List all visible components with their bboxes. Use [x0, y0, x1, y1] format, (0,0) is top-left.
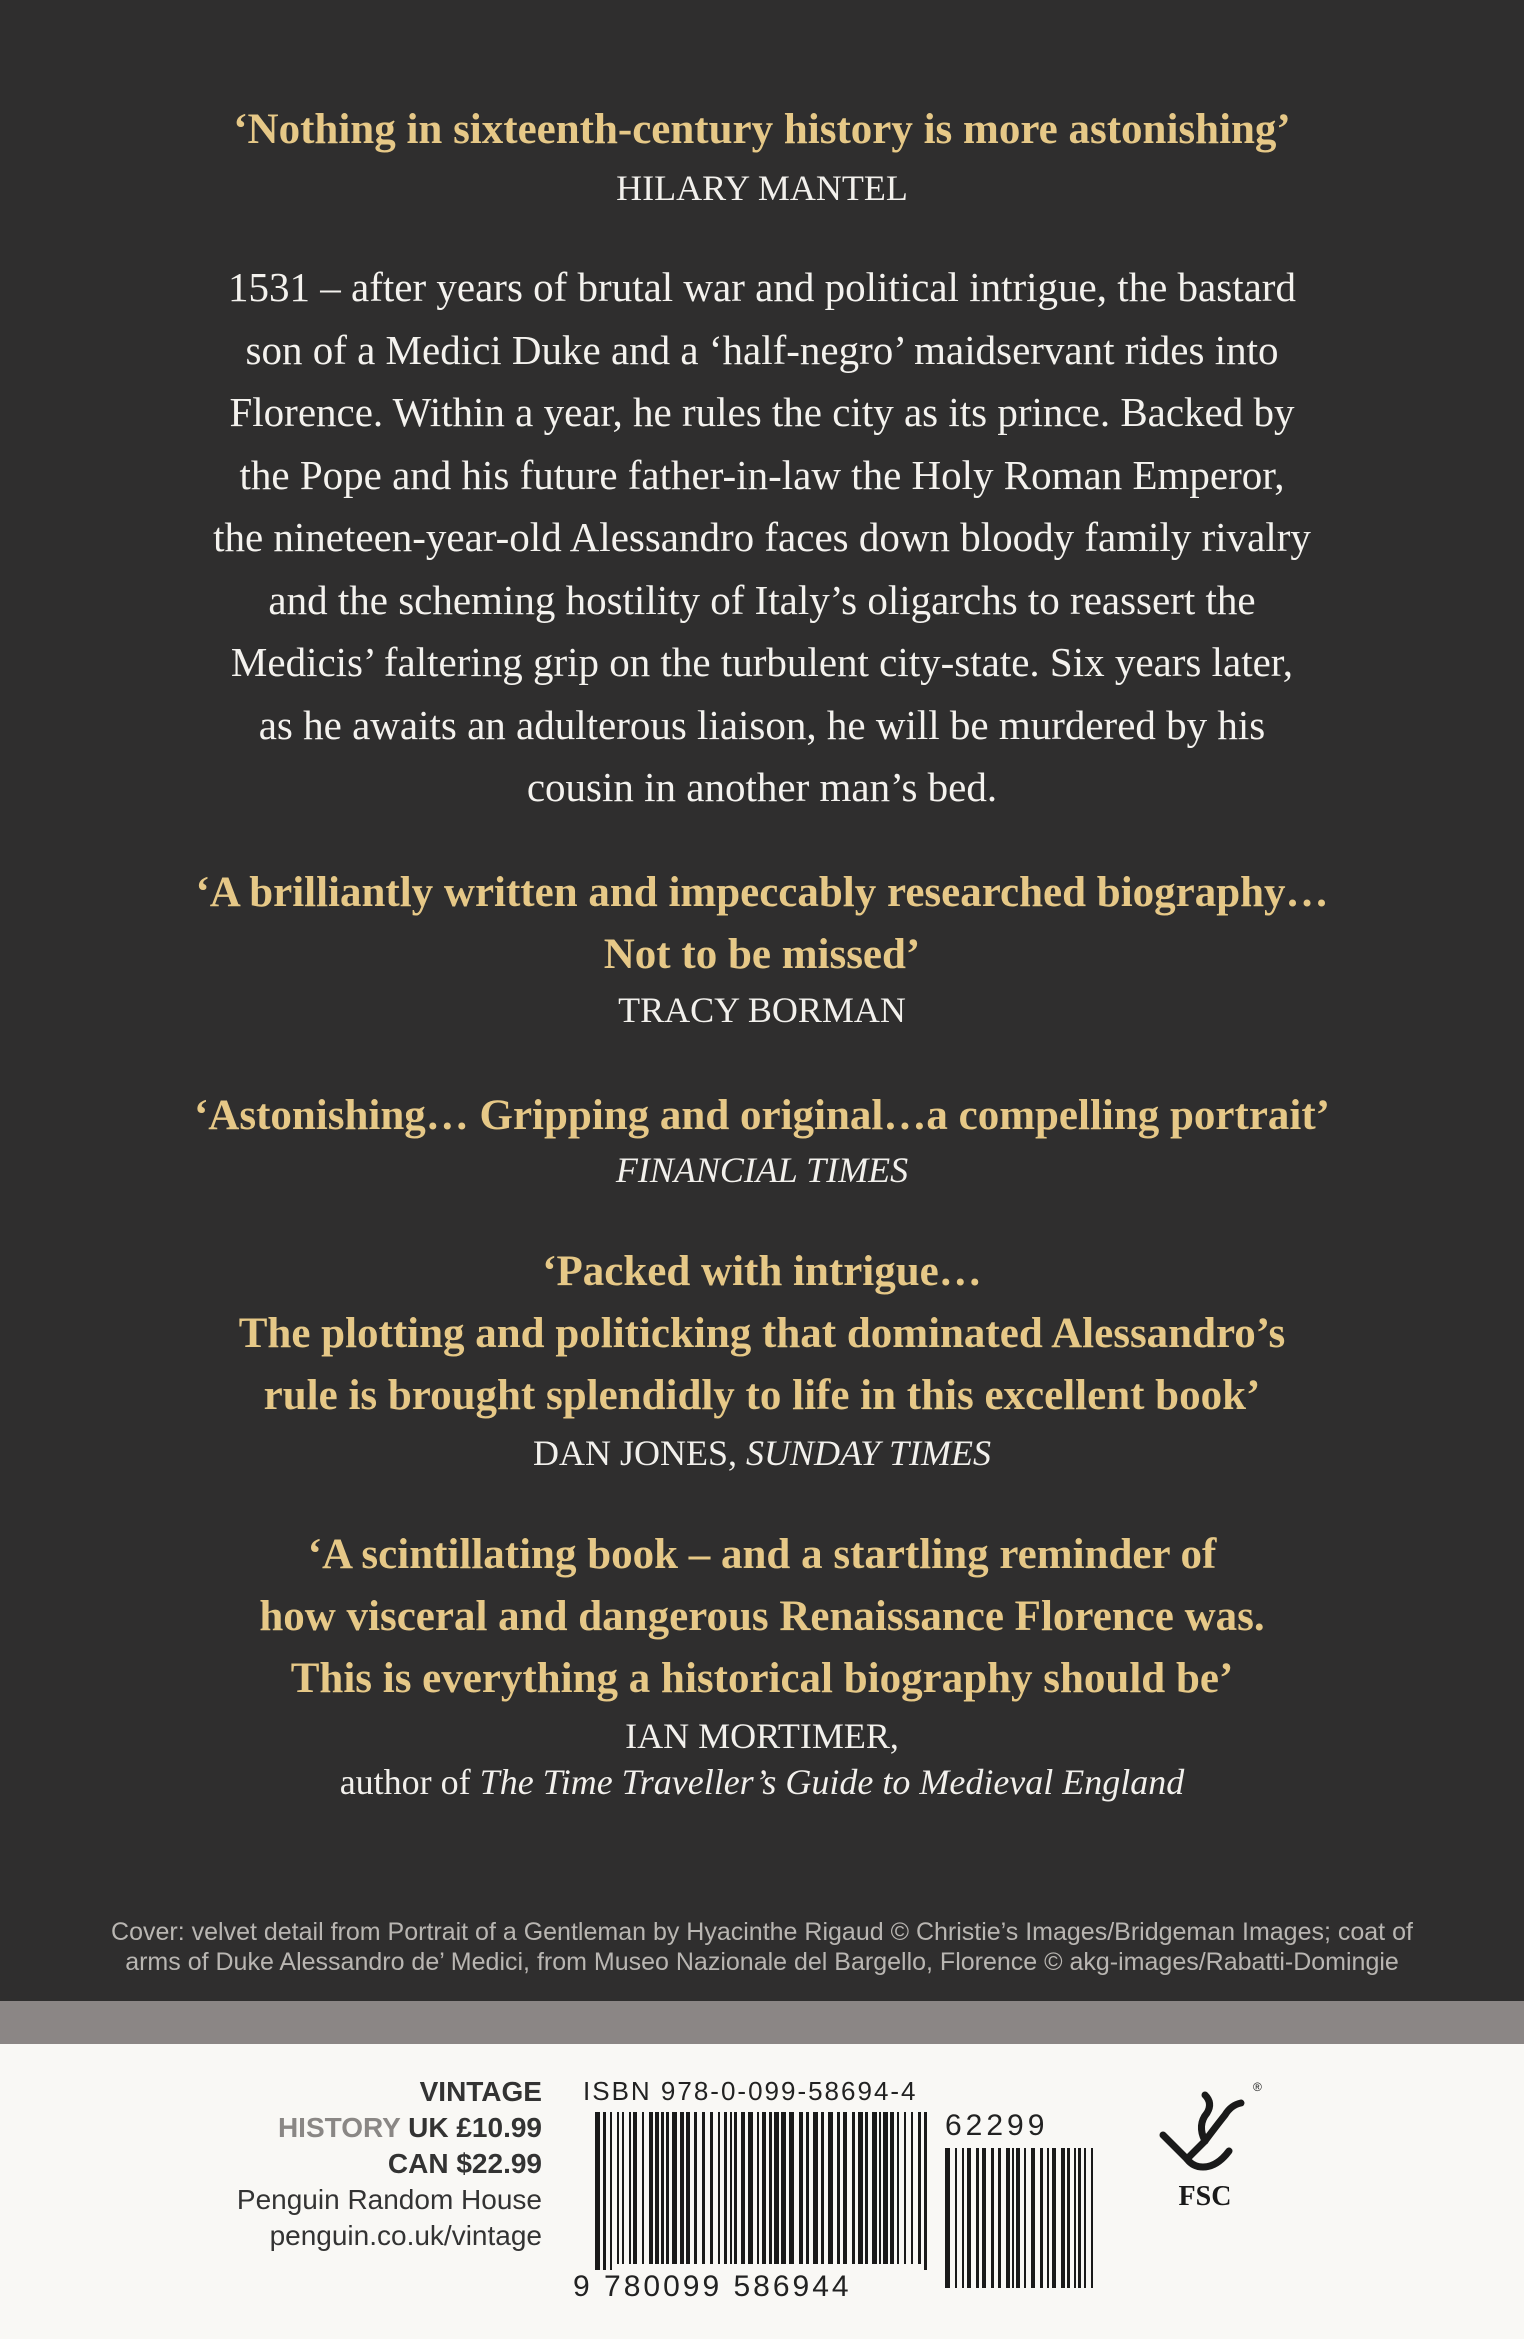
barcode-bar	[610, 2112, 612, 2292]
barcode-bar	[730, 2112, 732, 2264]
quote-line: ‘Nothing in sixteenth-century history is more astonishing’	[233, 106, 1291, 153]
quote-line: The plotting and politicking that dominated Alessandro’s	[238, 1310, 1286, 1357]
isbn-label: ISBN 978-0-099-58694-4	[583, 2076, 918, 2106]
barcode-bar	[821, 2112, 824, 2264]
blurb	[150, 256, 1374, 819]
barcode-bar	[976, 2148, 979, 2288]
barcode-bar	[757, 2112, 759, 2264]
quote-attribution: TRACY BORMAN	[618, 990, 906, 1030]
barcode-bar	[617, 2112, 619, 2264]
barcode-bar	[1078, 2148, 1081, 2288]
barcode-bar	[991, 2148, 994, 2288]
barcode-bar	[702, 2112, 705, 2264]
publisher-info	[200, 2074, 542, 2254]
barcode-bar	[843, 2112, 847, 2264]
barcode-bar	[1091, 2148, 1093, 2288]
quote-line: ‘Astonishing… Gripping and original…a compelling portrait’	[193, 1092, 1331, 1139]
image-credit	[0, 1917, 1524, 1977]
barcode-bar	[1012, 2148, 1014, 2288]
barcode-bar	[724, 2112, 727, 2264]
barcode-bar	[661, 2112, 664, 2264]
category: HISTORY	[277, 2112, 401, 2143]
barcode-bar	[924, 2112, 927, 2292]
barcode-bar	[955, 2148, 957, 2288]
attribution-italic: The Time Traveller’s Guide to Medieval England	[479, 1762, 1185, 1802]
barcode-bar	[852, 2112, 855, 2264]
barcode-bar	[734, 2112, 737, 2264]
barcode-bar	[799, 2112, 803, 2264]
barcode-bar	[781, 2112, 786, 2264]
fsc-logo	[1145, 2075, 1265, 2215]
price-uk: UK £10.99	[408, 2112, 542, 2143]
barcode-bar	[962, 2148, 964, 2288]
quote-borman	[0, 862, 1524, 986]
barcode-bar	[774, 2112, 779, 2264]
barcode-bar	[633, 2112, 637, 2264]
quote-ft	[0, 1085, 1524, 1147]
barcode-bar	[828, 2112, 833, 2264]
blurb-line: 1531 – after years of brutal war and political intrigue, the bastard	[228, 264, 1296, 310]
registered-mark: ®	[1253, 2080, 1262, 2094]
barcode-bar	[1067, 2148, 1070, 2288]
barcode-bar	[904, 2112, 906, 2264]
barcode-bar	[1016, 2148, 1020, 2288]
barcode-bar	[945, 2148, 950, 2288]
barcode-digits: 9 780099 586944	[573, 2270, 943, 2304]
tree-check-icon	[1163, 2095, 1241, 2167]
quote-attribution	[0, 1148, 1524, 1192]
barcode-bar	[718, 2112, 720, 2264]
quote-line: ‘A scintillating book – and a startling reminder of	[307, 1531, 1217, 1578]
imprint: VINTAGE	[419, 2076, 542, 2107]
attribution-italic: SUNDAY TIMES	[745, 1433, 992, 1473]
barcode-bar	[603, 2112, 606, 2292]
publisher-house: Penguin Random House	[236, 2184, 542, 2215]
barcode-bar	[741, 2112, 745, 2264]
blurb-line: the nineteen-year-old Alessandro faces down bloody family rivalry	[213, 514, 1311, 560]
barcode-bar	[655, 2112, 659, 2264]
blurb-line: son of a Medici Duke and a ‘half-negro’ maidservant rides into	[245, 326, 1279, 373]
barcode-bar	[813, 2112, 818, 2264]
attribution-name: DAN JONES,	[532, 1433, 737, 1473]
barcode-bar	[911, 2112, 913, 2264]
blurb-line: Medicis’ faltering grip on the turbulent city-state. Six years later,	[230, 639, 1294, 685]
price-can: CAN $22.99	[387, 2148, 542, 2179]
barcode-addon-digits: 62299	[945, 2109, 1049, 2142]
publisher-url: penguin.co.uk/vintage	[269, 2220, 542, 2251]
quote-attribution: IAN MORTIMER,	[625, 1716, 899, 1756]
blurb-line: as he awaits an adulterous liaison, he will be murdered by his	[258, 701, 1266, 748]
barcode-bar	[872, 2112, 877, 2264]
barcode-bar	[595, 2112, 600, 2292]
barcode-bar	[1052, 2148, 1056, 2288]
blurb-line: cousin in another man’s bed.	[526, 764, 998, 810]
barcode-bar	[837, 2112, 840, 2264]
barcode-bar	[806, 2112, 809, 2264]
barcode-bar	[666, 2112, 669, 2264]
barcode-bar	[967, 2148, 971, 2288]
quote-line: rule is brought splendidly to life in this excellent book’	[263, 1372, 1261, 1419]
barcode-bar	[1074, 2148, 1076, 2288]
barcode-bar	[789, 2112, 794, 2264]
quote-attribution: HILARY MANTEL	[616, 168, 908, 208]
barcode-bar	[642, 2112, 644, 2264]
quote-attribution	[0, 1431, 1524, 1475]
barcode-bar	[865, 2112, 868, 2264]
barcode-bar	[1040, 2148, 1043, 2288]
barcode-bar	[858, 2112, 863, 2264]
category-price-uk	[200, 2110, 542, 2146]
credit-line: Cover: velvet detail from Portrait of a Gentleman by Hyacinthe Rigaud © Christie’s Images/Bridgeman Images; coat of	[111, 1918, 1413, 1946]
barcode-bar	[1084, 2148, 1086, 2288]
quote-line: ‘Packed with intrigue…	[542, 1248, 982, 1295]
attribution-italic: FINANCIAL TIMES	[615, 1150, 909, 1190]
quote-line: ‘A brilliantly written and impeccably researched biography…	[195, 869, 1329, 916]
credit-line: arms of Duke Alessandro de’ Medici, from Museo Nazionale del Bargello, Florence © akg-images/Rabatti-Domingie	[125, 1948, 1399, 1976]
fsc-label: FSC	[1178, 2181, 1232, 2212]
quote-mantel	[0, 99, 1524, 161]
quote-mortimer	[0, 1524, 1524, 1710]
barcode-bar	[1024, 2148, 1026, 2288]
barcode-bar	[672, 2112, 677, 2264]
barcode-bar	[897, 2112, 899, 2264]
quote-jones	[0, 1241, 1524, 1427]
barcode-bar	[762, 2112, 766, 2264]
barcode-bar	[680, 2112, 684, 2264]
barcode-bar	[649, 2112, 653, 2264]
quote-attribution-2	[0, 1760, 1524, 1804]
blurb-line: the Pope and his future father-in-law the Holy Roman Emperor,	[239, 451, 1285, 498]
barcode-bar	[918, 2112, 921, 2264]
barcode-bar	[982, 2148, 986, 2288]
divider-bar	[0, 2001, 1524, 2044]
barcode-bar	[748, 2112, 753, 2264]
quote-line: Not to be missed’	[603, 931, 921, 978]
barcode-bar	[694, 2112, 697, 2264]
blurb-line: and the scheming hostility of Italy’s oligarchs to reassert the	[268, 576, 1256, 623]
barcode-bar	[890, 2112, 894, 2264]
barcode-bar	[686, 2112, 690, 2264]
attribution-prefix: author of	[339, 1762, 471, 1802]
barcode-bar	[1061, 2148, 1065, 2288]
barcode-bar	[1006, 2148, 1010, 2288]
barcode-bar	[883, 2112, 888, 2264]
barcode-bar	[629, 2112, 631, 2264]
blurb-line: Florence. Within a year, he rules the city as its prince. Backed by	[229, 389, 1295, 435]
barcode-bar	[622, 2112, 624, 2264]
barcode-bar	[1047, 2148, 1049, 2288]
barcode-bar	[769, 2112, 772, 2264]
quote-line: This is everything a historical biography should be’	[290, 1655, 1234, 1702]
barcode-bar	[710, 2112, 713, 2264]
barcode-bar	[879, 2112, 881, 2264]
barcode-bar	[1031, 2148, 1035, 2288]
quote-line: how visceral and dangerous Renaissance Florence was.	[259, 1593, 1265, 1640]
barcode-bar	[998, 2148, 1001, 2288]
